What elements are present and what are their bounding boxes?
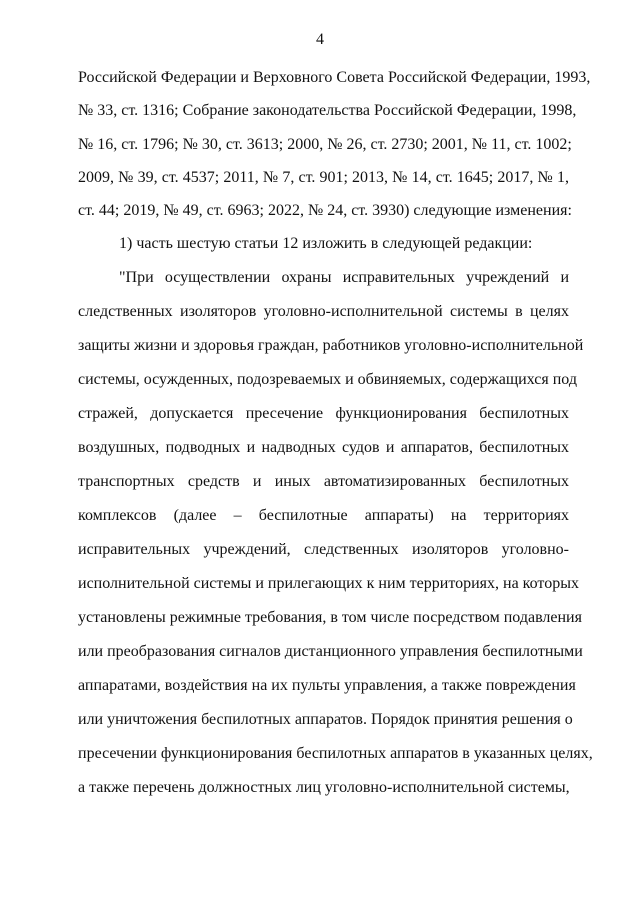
text-line: ст. 44; 2019, № 49, ст. 6963; 2022, № 24, ст. 3930) следующие изменения:: [78, 202, 572, 219]
text-line: а также перечень должностных лиц уголовно-исполнительной системы,: [78, 779, 570, 796]
text-line: системы, осужденных, подозреваемых и обвиняемых, содержащихся под: [78, 371, 577, 388]
text-line: следственных изоляторов уголовно-исполнительной системы в целях: [78, 303, 569, 320]
page-number: 4: [316, 31, 324, 48]
text-line: № 16, ст. 1796; № 30, ст. 3613; 2000, № 26, ст. 2730; 2001, № 11, ст. 1002;: [78, 136, 572, 153]
text-line: 2009, № 39, ст. 4537; 2011, № 7, ст. 901; 2013, № 14, ст. 1645; 2017, № 1,: [78, 169, 569, 186]
text-line: воздушных, подводных и надводных судов и аппаратов, беспилотных: [78, 439, 569, 456]
text-line: № 33, ст. 1316; Собрание законодательства Российской Федерации, 1998,: [78, 102, 577, 119]
text-line: пресечении функционирования беспилотных аппаратов в указанных целях,: [78, 745, 593, 762]
text-line: стражей, допускается пресечение функционирования беспилотных: [78, 405, 569, 422]
text-line: исправительных учреждений, следственных изоляторов уголовно-: [78, 541, 569, 558]
text-line: установлены режимные требования, в том числе посредством подавления: [78, 609, 582, 626]
text-line: 1) часть шестую статьи 12 изложить в следующей редакции:: [119, 235, 533, 252]
text-line: защиты жизни и здоровья граждан, работников уголовно-исполнительной: [78, 337, 584, 354]
text-line: транспортных средств и иных автоматизированных беспилотных: [78, 473, 569, 490]
text-line: "При осуществлении охраны исправительных учреждений и: [119, 269, 569, 286]
text-line: Российской Федерации и Верховного Совета Российской Федерации, 1993,: [78, 69, 591, 86]
text-line: или уничтожения беспилотных аппаратов. Порядок принятия решения о: [78, 711, 573, 728]
text-line: исполнительной системы и прилегающих к ним территориях, на которых: [78, 575, 579, 592]
text-line: комплексов (далее – беспилотные аппараты) на территориях: [78, 507, 569, 524]
text-line: аппаратами, воздействия на их пульты управления, а также повреждения: [78, 677, 576, 694]
text-line: или преобразования сигналов дистанционного управления беспилотными: [78, 643, 583, 660]
